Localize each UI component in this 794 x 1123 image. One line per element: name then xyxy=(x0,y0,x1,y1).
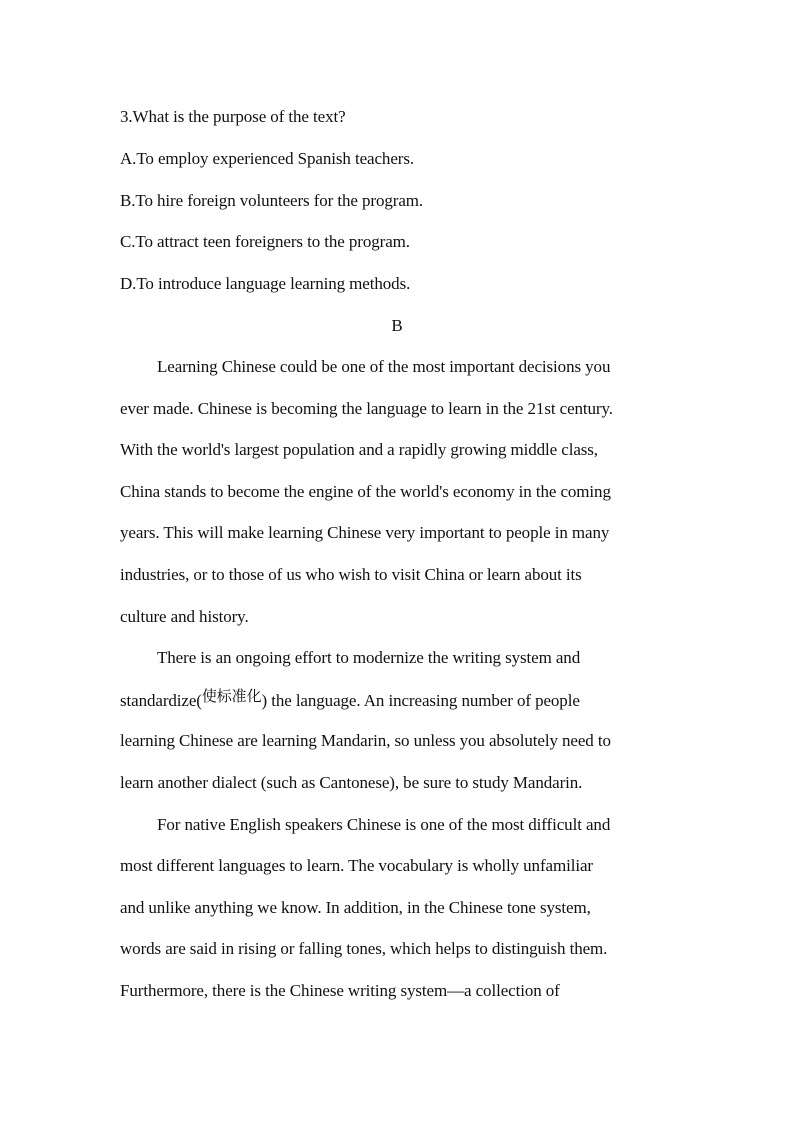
text-fragment: standardize( xyxy=(120,691,202,710)
paragraph-3-line: For native English speakers Chinese is one of the most difficult and xyxy=(157,815,611,834)
option-a: A.To employ experienced Spanish teachers. xyxy=(120,149,414,168)
paragraph-2-line: There is an ongoing effort to modernize the writing system and xyxy=(157,648,581,667)
paragraph-1-line: ever made. Chinese is becoming the language to learn in the 21st century. xyxy=(120,399,613,418)
question-stem: 3.What is the purpose of the text? xyxy=(120,107,346,126)
paragraph-2-line: learning Chinese are learning Mandarin, so unless you absolutely need to xyxy=(120,731,611,750)
paragraph-1-line: Learning Chinese could be one of the most important decisions you xyxy=(157,357,611,376)
paragraph-3-line: most different languages to learn. The vocabulary is wholly unfamiliar xyxy=(120,856,593,875)
paragraph-1-line: industries, or to those of us who wish to visit China or learn about its xyxy=(120,565,582,584)
paragraph-2-line: learn another dialect (such as Cantonese), be sure to study Mandarin. xyxy=(120,773,583,792)
paragraph-1-line: years. This will make learning Chinese very important to people in many xyxy=(120,523,610,542)
paragraph-3-line: Furthermore, there is the Chinese writing system—a collection of xyxy=(120,981,560,1000)
paragraph-1-line: With the world's largest population and a rapidly growing middle class, xyxy=(120,440,598,459)
paragraph-2-line xyxy=(120,687,580,712)
paragraph-3-line: words are said in rising or falling tones, which helps to distinguish them. xyxy=(120,939,608,958)
section-label: B xyxy=(391,316,403,335)
chinese-gloss: 使标准化 xyxy=(201,687,262,705)
option-c: C.To attract teen foreigners to the program. xyxy=(120,232,410,251)
paragraph-3-line: and unlike anything we know. In addition, in the Chinese tone system, xyxy=(120,898,591,917)
paragraph-1-line: culture and history. xyxy=(120,607,249,626)
paragraph-1-line: China stands to become the engine of the world's economy in the coming xyxy=(120,482,611,501)
option-b: B.To hire foreign volunteers for the program. xyxy=(120,191,424,210)
option-d: D.To introduce language learning methods. xyxy=(120,274,411,293)
text-fragment: ) the language. An increasing number of people xyxy=(261,691,580,710)
